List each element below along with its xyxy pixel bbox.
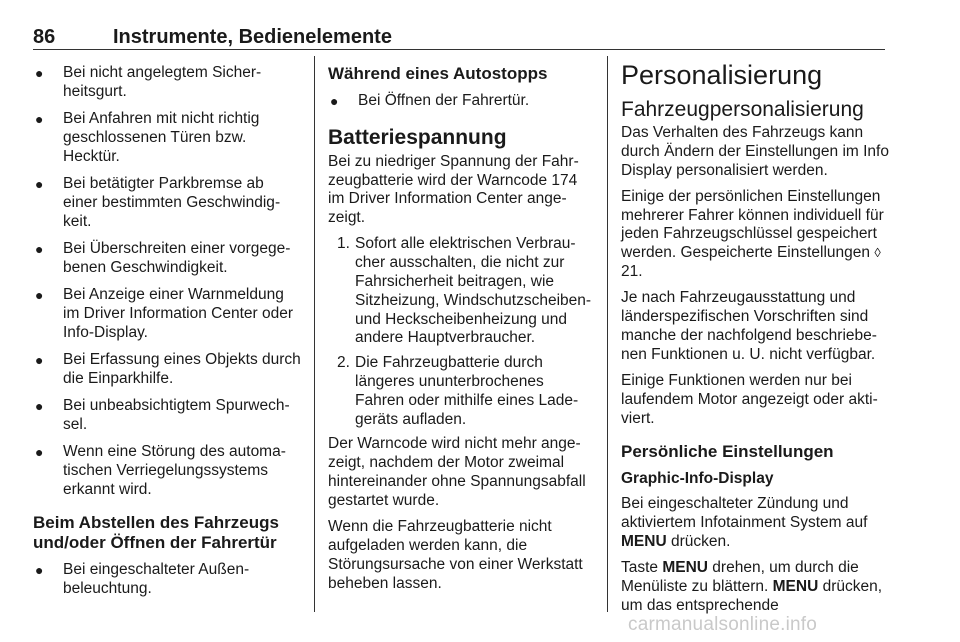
bullet-icon: ● bbox=[35, 397, 44, 414]
section-title: Fahrzeugpersonalisierung bbox=[621, 98, 864, 121]
section-heading: Beim Abstellen des Fahrzeugs und/oder Öffnen der Fahrertür bbox=[33, 513, 279, 553]
bullet-icon: ● bbox=[35, 444, 44, 461]
chapter-title: Personalisierung bbox=[621, 60, 823, 90]
page-number: 86 bbox=[33, 26, 56, 48]
list-item: ● Bei Anzeige einer Warnmeldung im Driver Information Center oder Info-Display. bbox=[35, 285, 293, 341]
bullet-icon: ● bbox=[35, 351, 44, 368]
section-heading: Batteriespannung bbox=[328, 125, 507, 149]
column-3 bbox=[621, 60, 891, 623]
list-item: ● Bei betätigter Parkbremse ab einer bestimmten Geschwindigkeit. bbox=[35, 174, 281, 230]
column-2 bbox=[328, 64, 593, 601]
paragraph: Einige Funktionen werden nur bei laufendem Motor angezeigt oder aktiviert. bbox=[621, 372, 878, 427]
bullet-list bbox=[328, 92, 593, 111]
list-item: 1. Sofort alle elektrischen Verbraucher ausschalten, die nicht zur Fahrsicherheit beitragen, wie Sitzheizung, Windschutzscheiben- und Heckscheibenheizung und andere Hauptverbraucher. bbox=[337, 235, 592, 347]
page-reference-icon: ◊ bbox=[874, 245, 881, 261]
menu-key-label: MENU bbox=[621, 532, 667, 550]
column-divider-2 bbox=[607, 56, 608, 612]
section-heading: Persönliche Einstellungen bbox=[621, 442, 834, 462]
list-item: ● Bei nicht angelegtem Sicherheitsgurt. bbox=[35, 64, 262, 100]
paragraph: Taste MENU drehen, um durch die Menüliste zu blättern. MENU drücken, um das entsprechende bbox=[621, 559, 883, 614]
list-item: ● Wenn eine Störung des automatischen Verriegelungssystems erkannt wird. bbox=[35, 443, 286, 498]
list-item: ● Bei unbeabsichtigtem Spurwechsel. bbox=[35, 396, 290, 433]
bullet-icon: ● bbox=[35, 286, 44, 303]
paragraph: Das Verhalten des Fahrzeugs kann durch Ändern der Einstellungen im Info Display personalisiert werden. bbox=[621, 124, 889, 179]
bullet-icon: ● bbox=[330, 93, 339, 109]
column-1 bbox=[33, 64, 301, 608]
bullet-icon: ● bbox=[35, 175, 44, 192]
menu-key-label: MENU bbox=[662, 559, 708, 577]
watermark: carmanualsonline.info bbox=[628, 614, 818, 635]
menu-key-label: MENU bbox=[772, 577, 819, 595]
paragraph: Je nach Fahrzeugausstattung und länderspezifischen Vorschriften sind manche der nachfolgend beschriebenen Funktionen u. U. nicht verfügbar. bbox=[621, 289, 877, 363]
paragraph: Einige der persönlichen Einstellungen mehrerer Fahrer können individuell für jeden Fahrzeugschlüssel gespeichert werden. Gespeicherte Einstellungen ◊ 21. bbox=[621, 187, 884, 281]
paragraph: Wenn die Fahrzeugbatterie nicht aufgeladen werden kann, die Störungsursache von einer Werkstatt beheben lassen. bbox=[328, 518, 583, 592]
numbered-list bbox=[328, 235, 593, 429]
column-divider-1 bbox=[314, 56, 315, 612]
bullet-list bbox=[33, 64, 301, 499]
section-heading: Während eines Autostopps bbox=[328, 64, 548, 83]
paragraph: Bei eingeschalteter Zündung und aktiviertem Infotainment System auf MENU drücken. bbox=[621, 495, 868, 550]
bullet-list bbox=[33, 561, 301, 599]
list-item: ● Bei Anfahren mit nicht richtig geschlossenen Türen bzw. Hecktür. bbox=[35, 110, 260, 165]
step-number: 1. bbox=[337, 235, 350, 253]
running-title: Instrumente, Bedienelemente bbox=[113, 26, 392, 48]
paragraph: Bei zu niedriger Spannung der Fahrzeugbatterie wird der Warncode 174 im Driver Information Center angezeigt. bbox=[328, 152, 579, 227]
bullet-icon: ● bbox=[35, 562, 44, 579]
list-item: ● Bei Öffnen der Fahrertür. bbox=[330, 92, 530, 109]
paragraph: Der Warncode wird nicht mehr angezeigt, nachdem der Motor zweimal hintereinander ohne Spannungsabfall gestartet wurde. bbox=[328, 435, 586, 509]
list-item: ● Bei Erfassung eines Objekts durch die Einparkhilfe. bbox=[35, 350, 301, 387]
bullet-icon: ● bbox=[35, 65, 44, 81]
list-item: ● Bei eingeschalteter Außenbeleuchtung. bbox=[35, 561, 250, 598]
list-item: 2. Die Fahrzeugbatterie durch längeres ununterbrochenes Fahren oder mithilfe eines Ladegeräts aufladen. bbox=[337, 354, 579, 428]
header-rule bbox=[33, 49, 885, 50]
bullet-icon: ● bbox=[35, 111, 44, 128]
subsection-heading: Graphic-Info-Display bbox=[621, 470, 774, 488]
page-header bbox=[33, 24, 885, 50]
step-number: 2. bbox=[337, 354, 350, 372]
list-item: ● Bei Überschreiten einer vorgegebenen Geschwindigkeit. bbox=[35, 239, 291, 276]
bullet-icon: ● bbox=[35, 240, 44, 257]
